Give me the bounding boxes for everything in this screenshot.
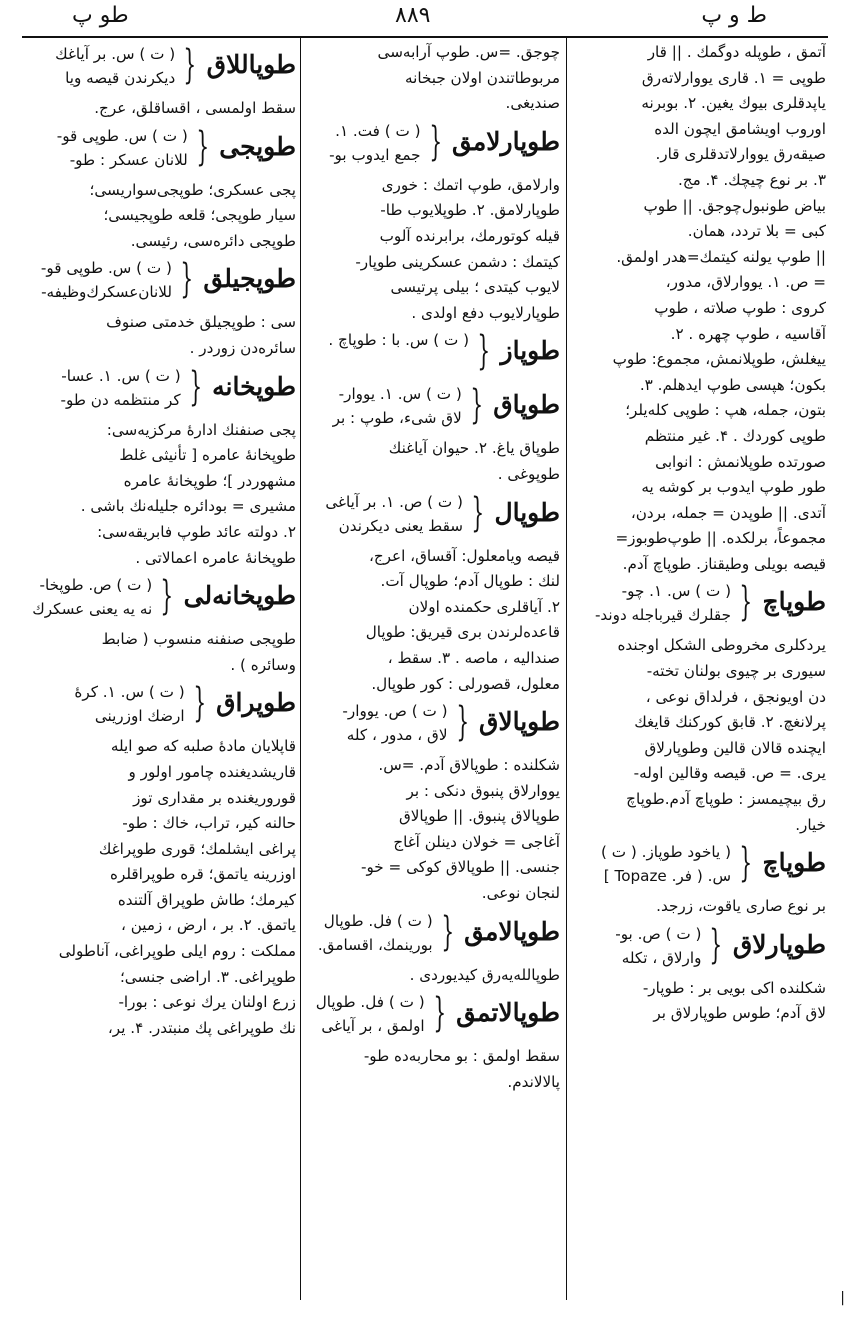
headword: طوپاز <box>500 336 560 366</box>
definition-line: آتمق ، طوپله دوگمك . || قار <box>647 43 826 61</box>
entry-head-block <box>24 256 296 308</box>
definition-line: دیکرندن قیصه ویا <box>65 69 176 87</box>
definition-line: ( ت ) س. طوپی قو- <box>56 126 188 145</box>
definition-line: یردکلری مخروطی الشکل اوجنده <box>617 636 826 655</box>
definition-line: پرلانغچ. ۲. قابق کورکنك قایغك <box>634 713 826 732</box>
definition-line: سی : طوپجیلق خدمتی صنوف <box>106 313 296 332</box>
definition-line: حالنه کیر، تراب، خاك : طو- <box>122 814 296 833</box>
brace-mark: { <box>441 908 454 955</box>
definition-line: طوپاق یاغ. ۲. حیوان آیاغنك <box>388 439 560 458</box>
definition-line: مملکت : روم ایلی طوپراغی، آناطولی <box>58 942 296 961</box>
definition-line: اولمق ، بر آیاغی <box>321 1017 425 1036</box>
definition-line: شکلنده : طوپالاق آدم. =س. <box>378 756 560 775</box>
definition-line: ییغلش، طوپلانمش، مجموع: طوپ <box>612 350 826 369</box>
headword: طوپالاتمق <box>456 998 560 1028</box>
headword: طوپجی <box>219 131 296 161</box>
page-number: ۸۸۹ <box>395 3 431 28</box>
entry-head-block <box>574 840 826 892</box>
definition-line: پراغی ایشلمك؛ قوری طوپراغك <box>98 839 296 858</box>
margin-mark: | <box>840 1290 845 1306</box>
dictionary-entry <box>574 40 826 577</box>
brace-mark: { <box>477 328 491 375</box>
entry-head-block <box>24 124 296 176</box>
definition-line: للانان‌عسکرك‌وظیفه- <box>41 283 172 302</box>
definition-line: || طوپ یولنه کیتمك=هدر اولمق. <box>616 247 826 266</box>
headword: طوپخانه <box>212 371 296 401</box>
definition-line: ( ت ) س. طوپی قو- <box>40 259 172 278</box>
headword: طوپاچ <box>762 848 826 878</box>
definition-line: طوپجی صنفنه منسوب ( ضابط <box>101 630 296 649</box>
entry-head-lines <box>308 990 425 1038</box>
definition-line: کر منتظمه دن طو- <box>60 390 181 409</box>
definition-line: قاپلایان مادۀ صلبه که صو ایله <box>110 737 296 756</box>
definition-line: کبی = بلا تردد، همان. <box>687 222 826 241</box>
definition-line: جنسی. || طوپالاق کوکی = خو- <box>360 858 560 877</box>
header-rule <box>22 36 828 38</box>
brace-mark: { <box>470 382 483 429</box>
headword: طوپاچ <box>762 587 826 617</box>
definition-line: ( ت ) س. بر آیاغك <box>55 45 176 63</box>
dictionary-entry <box>308 699 560 907</box>
entry-head-lines <box>24 256 172 304</box>
entry-head-lines <box>308 328 469 352</box>
dictionary-entry <box>24 256 296 361</box>
entry-head-block <box>574 579 826 631</box>
brace-mark: { <box>196 123 209 170</box>
entry-head-block <box>24 573 296 625</box>
brace-mark: { <box>433 990 446 1037</box>
definition-line: بتون، جمله، هپ : طوپی کله‌یلر؛ <box>625 401 826 420</box>
definition-line: وارلاق ، تکله <box>621 948 702 967</box>
dictionary-entry <box>308 119 560 327</box>
definition-line: بیاض طونبول‌چوجق. || طوپ <box>643 196 826 215</box>
entry-head-lines <box>308 699 448 747</box>
definition-line: مجموعاً، برلکده. || طوپ‌طوبوز= <box>615 529 826 548</box>
definition-line: ( ت ) فت. ۱. <box>335 121 421 140</box>
column-divider-right <box>566 38 567 1300</box>
entry-head-block <box>308 119 560 171</box>
definition-line: کروی : طوپ صلاته ، طوپ <box>654 298 826 317</box>
definition-line: وسائره ) . <box>230 655 296 674</box>
definition-line: دن اویونجق ، فرلداق نوعی ، <box>645 687 826 706</box>
dictionary-entry <box>308 328 560 380</box>
entry-head-lines <box>308 119 421 167</box>
definition-line: ( ت ) فل. طوپال <box>323 911 433 930</box>
column-right <box>574 40 826 1295</box>
definition-line: کیرمك؛ طاش طوپراق آلتنده <box>117 890 296 909</box>
definition-line: مربوطاتندن اولان جبخانه <box>404 68 560 87</box>
brace-mark: { <box>189 363 202 410</box>
dictionary-entry <box>24 680 296 1041</box>
headword: طوپارلاق <box>732 929 826 959</box>
headword: طوپالامق <box>464 916 560 946</box>
definition-line: طوپارلامق. ۲. طوپلایوب طا- <box>380 201 560 220</box>
header-left-guide-word: طو پ <box>72 3 129 28</box>
definition-line: طوپی = ۱. قاری یووارلاته‌رق <box>641 68 826 87</box>
definition-line: ( ت ) ص. یووار- <box>342 702 448 721</box>
brace-mark: { <box>471 489 485 536</box>
definition-line: سیار طوپجی؛ قلعه طوپجیسی؛ <box>103 206 296 225</box>
entry-head-lines <box>24 364 181 412</box>
definition-line: یووارلاق پنبوق دنکی : بر <box>406 781 560 800</box>
entry-head-block <box>308 382 560 434</box>
definition-line: طوپالله‌یه‌رق کیدیوردی . <box>409 965 560 984</box>
definition-line: ۲. آیاقلری حکمنده اولان <box>408 597 560 616</box>
entry-head-block <box>308 699 560 751</box>
entry-head-block <box>24 364 296 416</box>
headword: طوپاق <box>493 390 560 420</box>
definition-line: جمع ایدوب بو- <box>329 145 421 164</box>
definition-line: بورینمك، اقسامق. <box>317 935 433 954</box>
definition-line: طور طوپ ایدوب بر کوشه یه <box>641 478 826 497</box>
definition-line: قاریشدیغنده چامور اولور و <box>128 762 296 781</box>
dictionary-entry <box>574 840 826 920</box>
definition-line: صندیغی. <box>505 94 560 113</box>
definition-line: ( ت ) س. ۱. کرۀ <box>74 683 185 702</box>
definition-line: لایوب کیتدی ؛ بیلی پرتیسی <box>390 278 560 297</box>
definition-line: ( ت ) س. ۱. عسا- <box>61 366 181 385</box>
definition-line: ( ت ) ص. بو- <box>615 924 702 943</box>
definition-line: ارضك اوزرینی <box>94 707 185 726</box>
definition-line: طوپجی دائره‌سی، رئیسی. <box>130 231 296 250</box>
brace-mark: { <box>709 921 723 968</box>
brace-mark: { <box>180 256 194 303</box>
definition-line: طوپراغی. ۳. اراضی جنسی؛ <box>119 967 296 986</box>
headword: طوپراق <box>216 688 296 718</box>
entry-head-block <box>308 990 560 1042</box>
definition-line: پالالاندم. <box>507 1072 560 1091</box>
definition-line: مشهوردر ]؛ طوپخانۀ عامره <box>123 471 296 490</box>
entry-head-block <box>308 909 560 961</box>
definition-line: آتدی. || طوپدن = جمله، بردن، <box>630 503 826 522</box>
column-middle <box>308 40 560 1295</box>
definition-line: آقاسیه ، طوپ چهره . ۲. <box>670 324 826 343</box>
definition-line: یاپدقلری بیوك یغین. ۲. بوبرنه <box>641 94 826 113</box>
entry-head-lines <box>574 840 731 888</box>
entry-head-lines <box>24 124 188 172</box>
definition-line: قوروریغنده بر مقداری توز <box>133 788 296 807</box>
headword: طوپال <box>494 497 560 527</box>
entry-head-block <box>574 922 826 974</box>
brace-mark: { <box>739 579 753 626</box>
definition-line: صورتده طوپلانمش : انوابی <box>655 452 826 471</box>
definition-line: چوجق. =س. طوپ آرابه‌سی <box>377 43 560 61</box>
definition-line: طوپی کوردك . ۴. غیر منتظم <box>644 426 826 445</box>
definition-line: للانان عسکر : طو- <box>69 150 188 169</box>
definition-line: قاعده‌لرندن بری قیریق: طوپال <box>365 623 560 642</box>
column-left <box>24 40 296 1295</box>
definition-line: ( ت ) ص. طوپخا- <box>39 576 153 595</box>
definition-line: صیقه‌رق یووارلاتدقلری قار. <box>655 145 826 164</box>
entry-head-lines <box>24 680 185 728</box>
definition-line: ۲. دولته عائد طوپ فابریقه‌سی: <box>97 522 296 541</box>
page-header <box>0 0 849 36</box>
brace-mark: { <box>739 840 753 887</box>
definition-line: یری. = ص. قیصه وقالین اوله- <box>633 764 826 783</box>
definition-line: سائره‌دن زوردر . <box>189 338 296 357</box>
definition-line: ( ت ) س. ۱. چو- <box>621 582 732 601</box>
entry-head-lines <box>574 579 731 627</box>
entry-head-lines <box>24 573 152 621</box>
definition-line: بر نوع صاری یاقوت، زرجد. <box>656 897 826 916</box>
definition-line: نه یه یعنی عسکرك <box>32 600 153 619</box>
entry-head-block <box>308 490 560 542</box>
entry-head-block <box>308 328 560 380</box>
definition-line: پجی عسکری؛ طوپجی‌سواریسی؛ <box>89 180 296 199</box>
entry-head-lines <box>574 922 701 970</box>
brace-mark: { <box>192 680 206 727</box>
definition-line: قیصه بویلی وطیقناز. طوپاچ آدم. <box>622 554 826 573</box>
definition-line: رق بیچیمسز : طوپاچ آدم.طوپاچ <box>626 790 826 809</box>
column-divider-left <box>300 38 301 1300</box>
entry-head-lines <box>308 490 463 538</box>
brace-mark: { <box>160 573 174 620</box>
dictionary-entry <box>308 990 560 1095</box>
definition-line: لاق ، مدور ، کله <box>346 726 448 745</box>
definition-line: قیله کوتورمك، برابرنده آلوب <box>379 226 560 245</box>
entry-head-lines <box>308 382 462 430</box>
dictionary-entry <box>308 909 560 989</box>
dictionary-entry <box>574 579 826 838</box>
headword: طوپارلامق <box>452 126 560 156</box>
definition-line: نك طوپراغی پك منبتدر. ۴. یر، <box>107 1018 296 1037</box>
entry-head-block <box>24 680 296 732</box>
definition-line: ( ت ) فل. طوپال <box>315 993 425 1012</box>
definition-line: س. ( فر. Topaze ] <box>603 867 732 886</box>
definition-line: معلول، قصورلی : کور طوپال. <box>371 674 560 693</box>
definition-line: جقلرك قیرباجله دوند- <box>594 606 732 625</box>
definition-line: کیتمك : دشمن عسکرینی طوپار- <box>355 252 560 271</box>
definition-line: لنجان نوعی. <box>481 884 560 903</box>
definition-line: لنك : طوپال آدم؛ طوپال آت. <box>380 572 560 591</box>
brace-mark: { <box>428 118 442 165</box>
entry-head-lines <box>308 909 433 957</box>
definition-line: لاق آدم؛ طوس طوپارلاق بر <box>653 1004 826 1023</box>
headword: طوپالاق <box>478 707 560 737</box>
definition-line: لاق شیء، طوپ : بر <box>332 409 462 428</box>
dictionary-entry <box>308 382 560 487</box>
dictionary-entry <box>24 573 296 678</box>
definition-line: ایچنده قالان قالین وطوپارلاق <box>644 738 826 757</box>
definition-line: سیوری بر چیوی بولنان تخته- <box>646 662 826 681</box>
definition-line: ( ت ) س. ۱. یووار- <box>338 385 462 404</box>
definition-line: سقط اولمق : بو محاربه‌ده طو- <box>363 1047 560 1066</box>
definition-line: زرع اولنان یرك نوعی : بورا- <box>118 993 296 1012</box>
definition-line: طوپخانۀ عامره [ تأنیثی غلط <box>119 446 296 465</box>
definition-line: اوروب اویشامق ایچون الده <box>654 119 826 138</box>
headword: طوپجیلق <box>203 264 296 294</box>
definition-line: صندالیه ، ماصه . ۳. سقط ، <box>387 648 560 667</box>
definition-line: بکون؛ هپسی طوپ ایدهلم. ۳. <box>639 375 826 394</box>
definition-line: آغاجی = خولان دینلن آغاج <box>393 832 560 851</box>
definition-line: خیار. <box>795 815 826 834</box>
definition-line: قیصه ویامعلول: آقساق، اعرج، <box>368 546 560 565</box>
dictionary-entry <box>24 42 296 122</box>
definition-line: پجی صنفنك ادارۀ مرکزیه‌سی: <box>106 420 296 439</box>
definition-line: سقط یعنی دیکرندن <box>338 516 463 535</box>
dictionary-entry <box>308 40 560 117</box>
headword: طوپخانه‌لی <box>183 581 296 611</box>
definition-line: طوپوغی . <box>497 464 560 483</box>
definition-line: مشیری = بودائره جلیله‌نك باشی . <box>80 497 296 516</box>
definition-line: شکلنده اکی بویی بر : طوپار- <box>642 978 826 997</box>
dictionary-entry <box>24 364 296 572</box>
entry-head-block <box>24 42 296 94</box>
definition-line: ۳. بر نوع چیچك. ۴. مج. <box>677 170 826 189</box>
dictionary-entry <box>24 124 296 255</box>
definition-line: وارلامق، طوپ اتمك : خوری <box>381 175 560 194</box>
entry-head-lines <box>24 42 175 90</box>
header-right-guide-word: ط و پ <box>701 3 767 28</box>
headword: طوپاللاق <box>206 50 296 79</box>
brace-mark: { <box>455 699 469 746</box>
definition-line: طوپخانۀ عامره اعمالاتی . <box>135 548 296 567</box>
definition-line: یاتمق. ۲. بر ، ارض ، زمین ، <box>121 916 296 935</box>
definition-line: ( یاخود طوپاز. ( ت ) <box>601 843 732 862</box>
definition-line: طوپالاق پنبوق. || طوپالاق <box>398 807 560 826</box>
definition-line: اوزرینه یاتمق؛ قره طوپراقلره <box>110 865 296 884</box>
dictionary-entry <box>308 490 560 698</box>
definition-line: سقط اولمسی ، اقساقلق، عرج. <box>94 99 296 117</box>
brace-mark: { <box>183 42 197 88</box>
definition-line: = ص. ۱. یووارلاق، مدور، <box>665 273 826 292</box>
definition-line: طوپارلایوب دفع اولدی . <box>411 303 560 322</box>
dictionary-entry <box>574 922 826 1027</box>
definition-line: ( ت ) س. با : طوپاچ . <box>328 331 470 350</box>
definition-line: ( ت ) ص. ۱. بر آیاغی <box>325 492 463 511</box>
